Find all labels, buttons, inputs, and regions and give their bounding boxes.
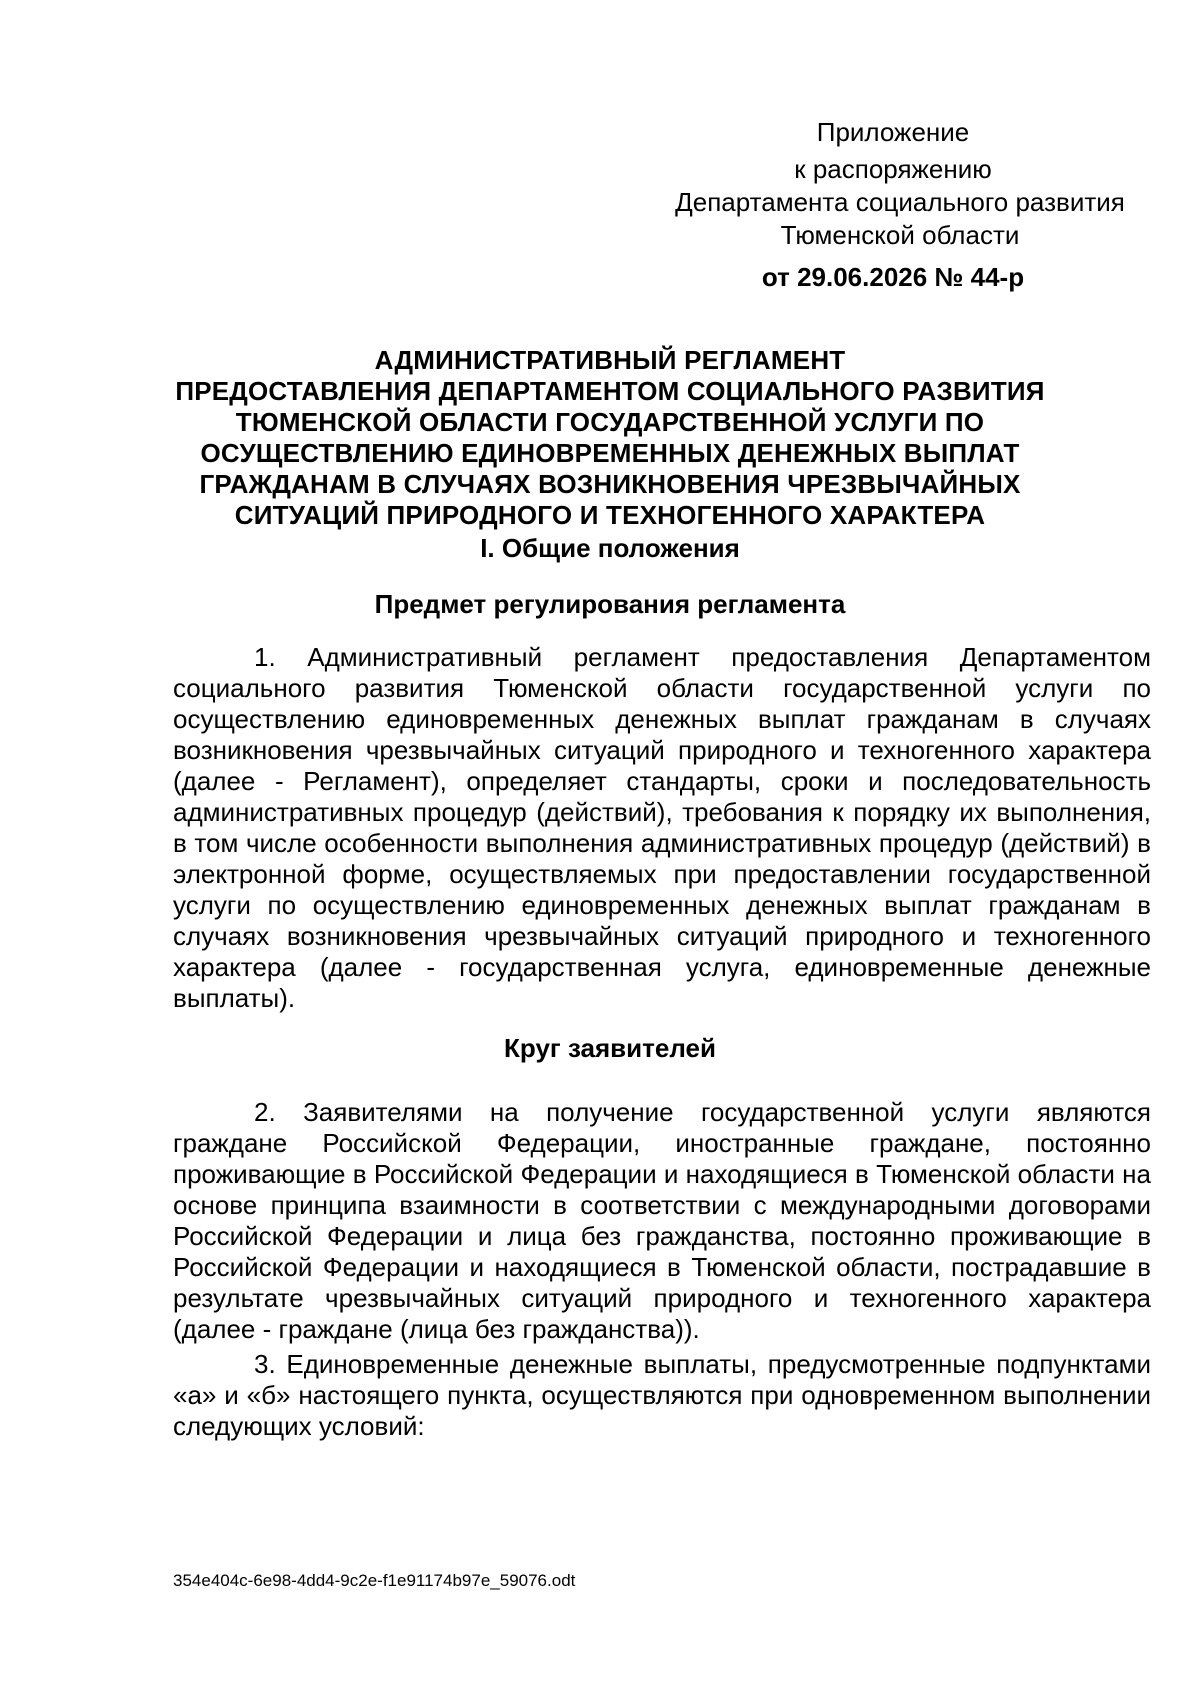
appendix-line-region: Тюменской области [780,220,1020,250]
document-title-line: ОСУЩЕСТВЛЕНИЮ ЕДИНОВРЕМЕННЫХ ДЕНЕЖНЫХ ВЫПЛАТ [200,438,1020,468]
document-title-line: ГРАЖДАНАМ В СЛУЧАЯХ ВОЗНИКНОВЕНИЯ ЧРЕЗВЫЧАЙНЫХ [199,469,1021,499]
appendix-line-order: к распоряжению [794,154,992,184]
document-title [175,345,1045,531]
paragraph-2: 2. Заявителями на получение государственной услуги являются граждане Российской Федерации, иностранные граждане, постоянно проживающие в Российской Федерации и находящиеся в Тюменской области на основе принципа взаимности в соответствии с международными договорами Российской Федерации и лица без гражданства, постоянно проживающие в Российской Федерации и находящиеся в Тюменской области, пострадавшие в результате чрезвычайных ситуаций природного и техногенного характера (далее - граждане (лица без гражданства)). [173,1097,1151,1344]
section-heading-general: I. Общие положения [480,533,740,563]
section-heading-applicants: Круг заявителей [504,1033,716,1063]
document-title-line: ТЮМЕНСКОЙ ОБЛАСТИ ГОСУДАРСТВЕННОЙ УСЛУГИ ПО [235,407,985,437]
document-title-line: АДМИНИСТРАТИВНЫЙ РЕГЛАМЕНТ [374,345,846,375]
footer-file-code: 354e404c-6e98-4dd4-9c2e-f1e91174b97e_59076.odt [173,1571,576,1590]
appendix-block [640,116,1160,294]
paragraph-3: 3. Единовременные денежные выплаты, предусмотренные подпунктами «а» и «б» настоящего пункта, осуществляются при одновременном выполнении следующих условий: [173,1349,1151,1441]
document-title-line: СИТУАЦИЙ ПРИРОДНОГО И ТЕХНОГЕННОГО ХАРАКТЕРА [234,500,986,530]
subheading-subject: Предмет регулирования регламента [374,589,846,619]
appendix-title: Приложение [816,117,970,147]
appendix-date-number: от 29.06.2026 № 44-р [761,262,1025,292]
paragraph-1: 1. Административный регламент предоставления Департаментом социального развития Тюменской области государственной услуги по осуществлению единовременных денежных выплат гражданам в случаях возникновения чрезвычайных ситуаций природного и техногенного характера (далее - Регламент), определяет стандарты, сроки и последовательность административных процедур (действий), требования к порядку их выполнения, в том числе особенности выполнения административных процедур (действий) в электронной форме, осуществляемых при предоставлении государственной услуги по осуществлению единовременных денежных выплат гражданам в случаях возникновения чрезвычайных ситуаций природного и техногенного характера (далее - государственная услуга, единовременные денежные выплаты). [173,642,1151,1013]
appendix-line-department: Департамента социального развития [675,187,1125,217]
document-title-line: ПРЕДОСТАВЛЕНИЯ ДЕПАРТАМЕНТОМ СОЦИАЛЬНОГО РАЗВИТИЯ [175,376,1045,406]
